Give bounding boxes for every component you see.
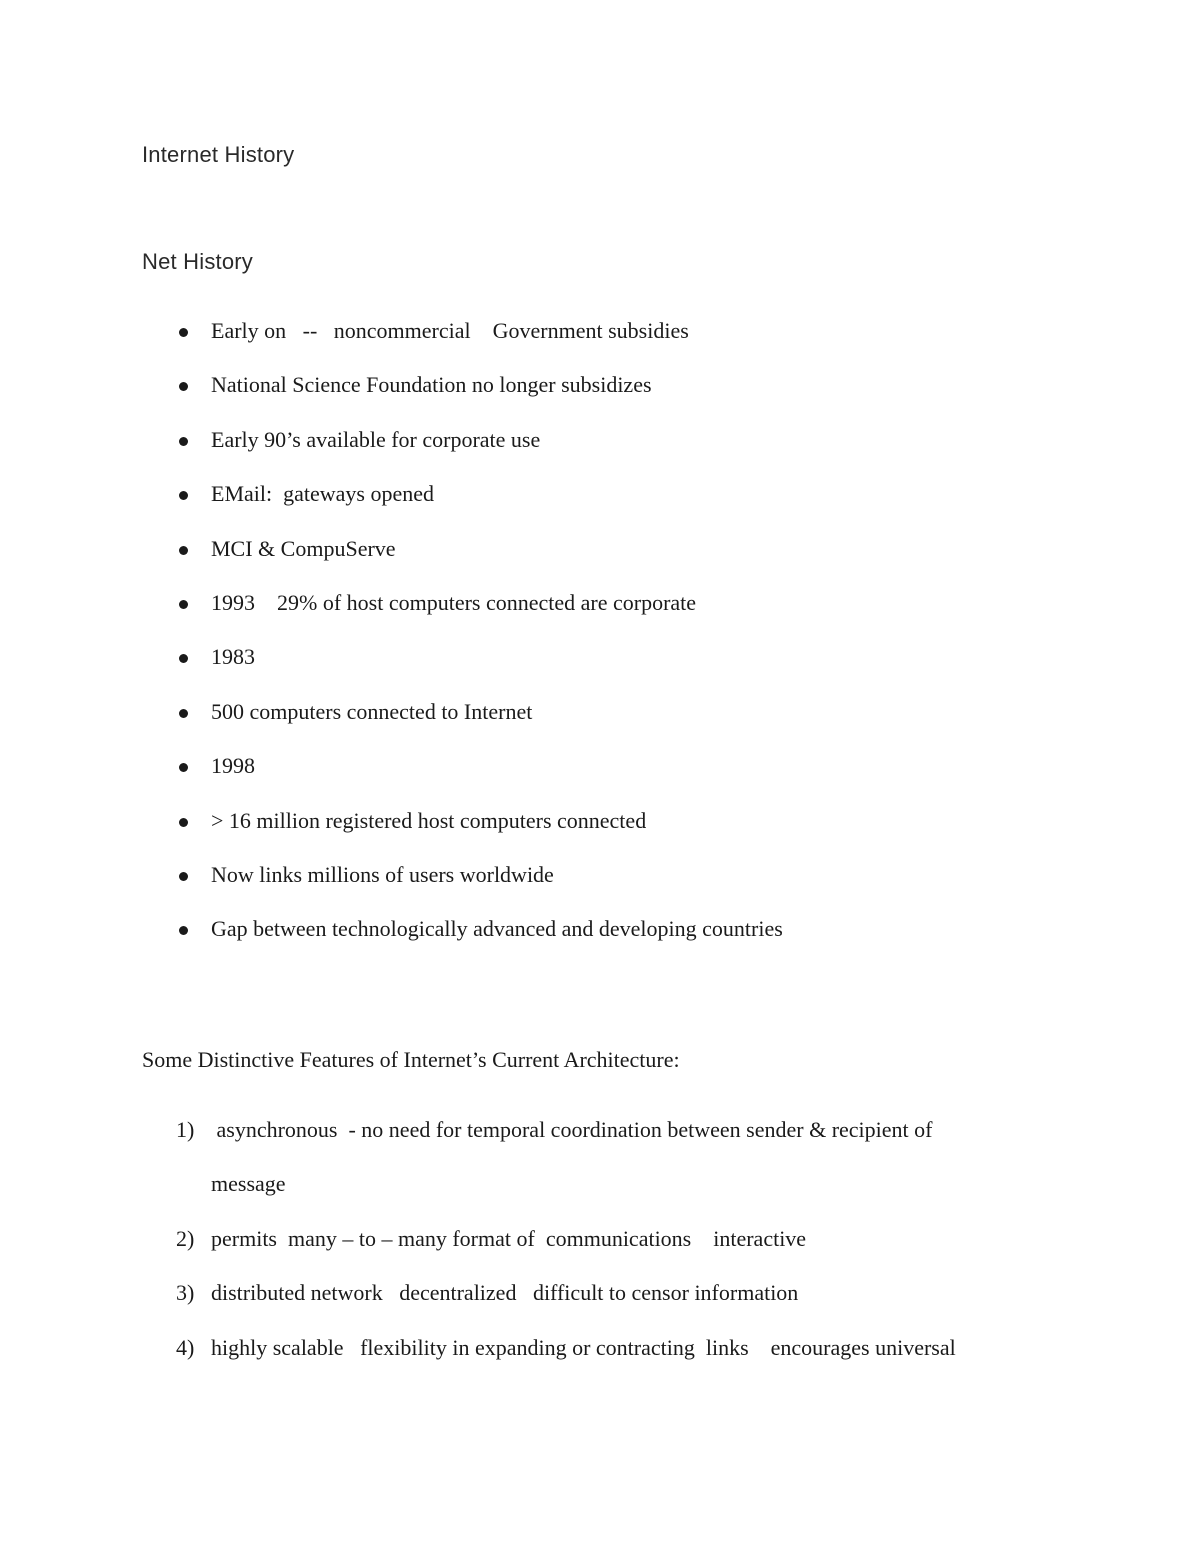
list-item: [0, 859, 1200, 913]
list-item: [0, 424, 1200, 478]
list-item: [0, 369, 1200, 423]
list-item-text: Early on -- noncommercial Government subsidies: [211, 318, 689, 343]
section-subheading: Net History: [142, 249, 253, 274]
bullet-icon: [179, 654, 188, 663]
bullet-icon: [179, 763, 188, 772]
bullet-icon: [179, 818, 188, 827]
bullet-icon: [179, 491, 188, 500]
numbered-item-text: [211, 1212, 1011, 1266]
list-item: [0, 805, 1200, 859]
list-item-text: 1998: [211, 753, 255, 779]
list-marker: 3): [176, 1280, 195, 1306]
bullet-icon: [179, 709, 188, 718]
list-item-text: 1983: [211, 644, 255, 670]
bullet-icon: [179, 926, 188, 935]
numbered-list: [0, 1114, 1200, 1386]
list-marker: 2): [176, 1225, 195, 1251]
list-item-text: EMail: gateways opened: [211, 481, 434, 507]
list-item: [0, 641, 1200, 695]
list-marker: 4): [176, 1334, 195, 1360]
bullet-icon: [179, 382, 188, 391]
list-item: [0, 315, 1200, 369]
text-line: distributed network decentralized difficult to censor information: [211, 1280, 799, 1306]
list-item-text: Gap between technologically advanced and developing countries: [211, 916, 783, 942]
text-line: asynchronous - no need for temporal coordination between sender & recipient of: [211, 1117, 933, 1142]
bullet-icon: [179, 872, 188, 881]
list-item-text: Early 90’s available for corporate use: [211, 426, 541, 452]
numbered-item: [0, 1114, 1200, 1223]
numbered-item-text: [211, 1103, 1011, 1212]
page-title: Internet History: [142, 142, 295, 167]
list-item: [0, 913, 1200, 967]
bullet-icon: [179, 546, 188, 555]
list-item: [0, 587, 1200, 641]
list-item-text: 500 computers connected to Internet: [211, 698, 533, 724]
list-item-text: National Science Foundation no longer subsidizes: [211, 372, 652, 398]
bullet-icon: [179, 328, 188, 337]
numbered-item-text: [211, 1321, 1011, 1375]
bullet-icon: [179, 600, 188, 609]
text-line: highly scalable flexibility in expanding or contracting links encourages universal: [211, 1334, 956, 1360]
text-line: permits many – to – many format of communications interactive: [211, 1225, 807, 1251]
list-item: [0, 750, 1200, 804]
list-item-text: > 16 million registered host computers connected: [211, 807, 647, 833]
bullet-list: [0, 315, 1200, 968]
numbered-item: [0, 1332, 1200, 1386]
bullet-icon: [179, 437, 188, 446]
list-item-text: Now links millions of users worldwide: [211, 861, 554, 887]
list-item: [0, 696, 1200, 750]
list-marker: 1): [176, 1117, 195, 1142]
text-line: message: [211, 1171, 286, 1197]
numbered-item-text: [211, 1266, 1011, 1320]
list-item-text: MCI & CompuServe: [211, 535, 396, 561]
list-item: [0, 533, 1200, 587]
list-item: [0, 478, 1200, 532]
list-item-text: 1993 29% of host computers connected are corporate: [211, 589, 697, 615]
features-heading: Some Distinctive Features of Internet’s Current Architecture:: [142, 1047, 680, 1072]
